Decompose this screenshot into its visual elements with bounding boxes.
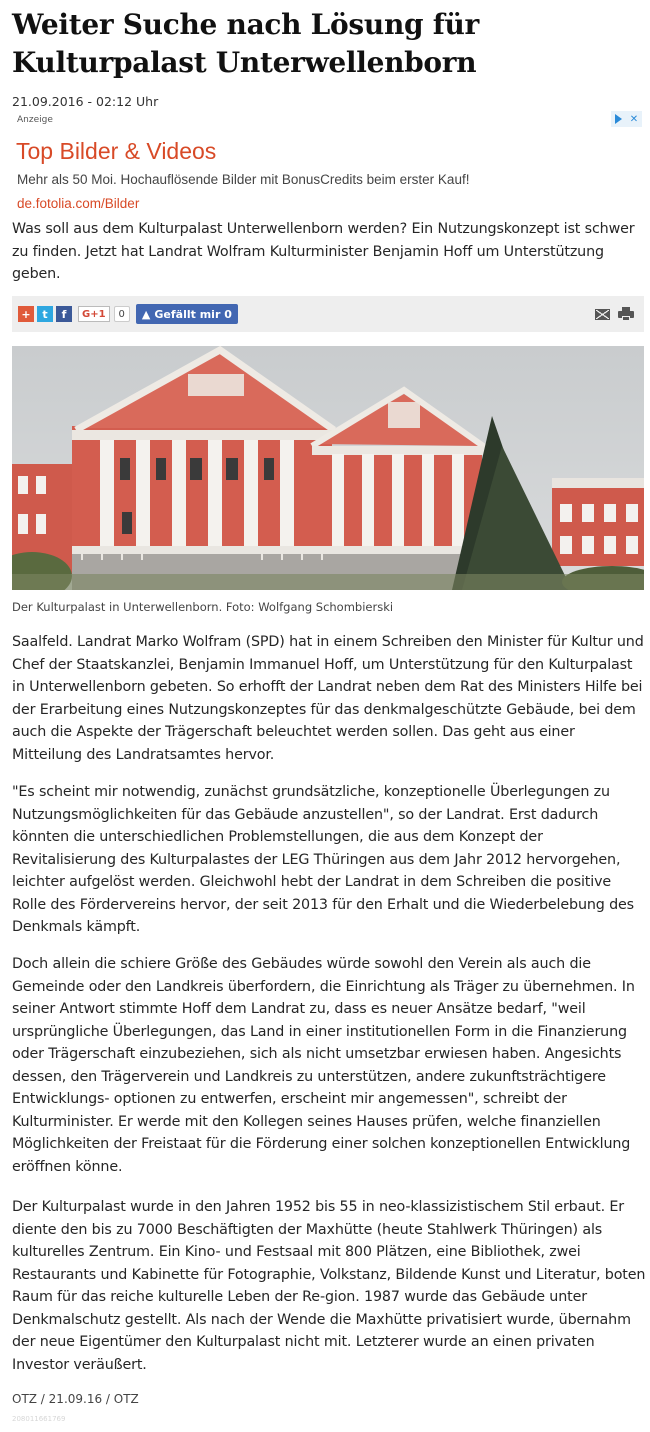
thumbs-up-icon: ▲ bbox=[141, 307, 151, 321]
twitter-share-button[interactable]: t bbox=[37, 306, 53, 322]
google-plus-count: 0 bbox=[114, 306, 130, 322]
article-source: OTZ / 21.09.16 / OTZ bbox=[12, 1392, 139, 1406]
article-date: 21.09.2016 - 02:12 Uhr bbox=[12, 94, 159, 109]
ad-text: Mehr als 50 Moi. Hochauflösende Bilder mit BonusCredits beim erster Kauf! bbox=[17, 172, 470, 187]
article-paragraph: "Es scheint mir notwendig, zunächst grundsätzliche, konzeptionelle Überlegungen zu Nutzungsmöglichkeiten für das Gebäude anzustellen", so der Landrat. Erst dadurch könnten die unterschiedlichen Problemstellungen, die aus dem Konzept der Revitalisierung des Kulturpalastes der LEG Thüringen aus dem Jahr 2012 hervorgehen, leichter aufgelöst werden. Gleichwohl hebt der Landrat in dem Schreiben die positive Rolle des Fördervereins hervor, der seit 2013 für den Erhalt und die Wiederbelebung des Denkmals kämpft. bbox=[12, 784, 634, 935]
email-icon[interactable] bbox=[595, 309, 610, 320]
share-plus-button[interactable]: + bbox=[18, 306, 34, 322]
google-plus-button[interactable] bbox=[78, 306, 130, 322]
article-photo bbox=[12, 346, 644, 590]
google-plus-label: G+1 bbox=[78, 306, 110, 322]
ad-url-link[interactable]: de.fotolia.com/Bilder bbox=[17, 196, 140, 211]
ad-headline-link[interactable]: Top Bilder & Videos bbox=[16, 138, 217, 164]
share-bar bbox=[12, 296, 644, 332]
photo-caption: Der Kulturpalast in Unterwellenborn. Foto: Wolfgang Schombierski bbox=[12, 600, 394, 614]
adchoices-icon[interactable]: ✕ bbox=[611, 111, 642, 127]
article-paragraph: Der Kulturpalast wurde in den Jahren 1952 bis 55 in neo-klassizistischem Stil erbaut. Er diente den bis zu 7000 Beschäftigten der Maxhütte (heute Stahlwerk Thüringen) als kulturelles Zentrum. Ein Kino- und Festsaal mit 800 Plätzen, eine Bibliothek, zwei Restaurants und Kabinette für Fotographie, Volkstanz, Bildende Kunst und Literatur, boten Raum für das reiche kulturelle Leben der Re-gion. 1987 wurde das Gebäude unter Denkmalschutz gestellt. Als nach der Wende die Maxhütte privatisiert wurde, übernahm der neue Eigentümer den Kulturpalast nicht mit. Letzterer wurde an einen privaten Investor veräußert. bbox=[12, 1199, 646, 1373]
facebook-like-button[interactable] bbox=[136, 304, 238, 324]
article-id: 208011661769 bbox=[12, 1415, 66, 1423]
like-label: Gefällt mir 0 bbox=[154, 307, 232, 321]
facebook-share-button[interactable]: f bbox=[56, 306, 72, 322]
article-title: Weiter Suche nach Lösung für Kulturpalast Unterwellenborn bbox=[12, 8, 479, 79]
article-paragraph: Doch allein die schiere Größe des Gebäudes würde sowohl den Verein als auch die Gemeinde oder den Landkreis überfordern, die Einrichtung als Träger zu übernehmen. In seiner Antwort stimmte Hoff dem Landrat zu, dass es neuer Ansätze bedarf, "weil ursprüngliche Überlegungen, das Land in einer institutionellen Form in die Finanzierung oder Trägerschaft einzubeziehen, sich als nicht umsetzbar erwiesen haben. Angesichts dessen, den Trägerverein und Landkreis zu unterstützen, andere zukunftsträchtigere Entwicklungs- optionen zu entwerfen, erscheint mir angemessen", schreibt der Kulturminister. Er werde mit den Kollegen seines Hauses prüfen, welche finanziellen Möglichkeiten der Freistaat für die Förderung einer solchen konzeptionellen Entwicklung eröffnen könne. bbox=[12, 956, 635, 1175]
print-icon[interactable] bbox=[618, 307, 634, 321]
ad-label: Anzeige bbox=[17, 115, 53, 125]
article-paragraph: Saalfeld. Landrat Marko Wolfram (SPD) hat in einem Schreiben den Minister für Kultur und Chef der Staatskanzlei, Benjamin Immanuel Hoff, um Unterstützung für den Kulturpalast in Unterwellenborn gebeten. So erhofft der Landrat neben dem Rat des Ministers Hilfe bei der Erarbeitung eines Nutzungskonzeptes für das denkmalgeschützte Gebäude, bei dem auch die Aspekte der Trägerschaft beleuchtet werden sollen. Das geht aus einer Mitteilung des Landratsamtes hervor. bbox=[12, 634, 644, 763]
article-lead: Was soll aus dem Kulturpalast Unterwellenborn werden? Ein Nutzungskonzept ist schwer zu finden. Jetzt hat Landrat Wolfram Kulturminister Benjamin Hoff um Unterstützung geben. bbox=[12, 221, 635, 282]
